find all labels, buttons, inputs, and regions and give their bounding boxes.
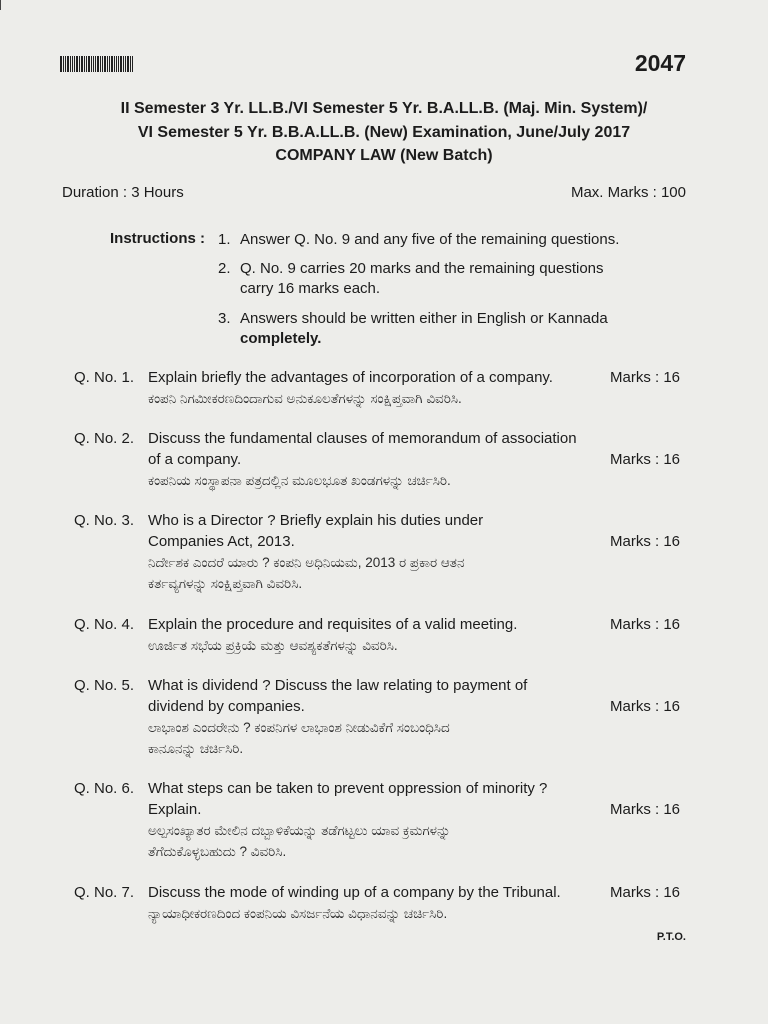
instruction-text: Q. No. 9 carries 20 marks and the remaining questions	[240, 260, 604, 277]
question-text: Who is a Director ? Briefly explain his duties under	[148, 512, 484, 529]
question-text: What steps can be taken to prevent oppression of minority ?	[148, 780, 548, 797]
question-text-kannada: ನ್ಯಾಯಾಧೀಕರಣದಿಂದ ಕಂಪನಿಯ ವಿಸರ್ಜನೆಯ ವಿಧಾನವನ್ನು ಚರ್ಚಿಸಿರಿ.	[148, 906, 448, 921]
instruction-number: 1.	[218, 231, 231, 248]
question-number: Q. No. 4.	[74, 616, 135, 633]
duration: Duration : 3 Hours	[62, 184, 184, 201]
question-text: dividend by companies.	[148, 698, 305, 715]
instructions-label: Instructions :	[110, 230, 206, 247]
instruction-item	[218, 259, 668, 299]
question-marks: Marks : 16	[610, 451, 681, 468]
question-text: Explain.	[148, 801, 202, 818]
question-number: Q. No. 1.	[74, 369, 135, 386]
instruction-item	[218, 230, 668, 250]
question-number: Q. No. 2.	[74, 430, 135, 447]
question-marks: Marks : 16	[610, 698, 681, 715]
question-text-kannada: ನಿರ್ದೇಶಕ ಎಂದರೆ ಯಾರು ? ಕಂಪನಿ ಅಧಿನಿಯಮ, 2013 ರ ಪ್ರಕಾರ ಆತನ	[148, 555, 465, 570]
question-text: Explain briefly the advantages of incorporation of a company.	[148, 369, 553, 386]
scan-mark	[0, 0, 1, 10]
question-marks: Marks : 16	[610, 616, 681, 633]
subject-title: COMPANY LAW (New Batch)	[275, 147, 493, 164]
instruction-text: Answer Q. No. 9 and any five of the remaining questions.	[240, 231, 620, 248]
instruction-item	[218, 309, 668, 349]
question-text-kannada: ಕಂಪನಿ ನಿಗಮೀಕರಣದಿಂದಾಗುವ ಅನುಕೂಲತೆಗಳನ್ನು ಸಂಕ್ಷಿಪ್ತವಾಗಿ ವಿವರಿಸಿ.	[148, 391, 462, 406]
question-text: Companies Act, 2013.	[148, 533, 295, 550]
question-marks: Marks : 16	[610, 801, 681, 818]
instruction-number: 2.	[218, 260, 231, 277]
question-marks: Marks : 16	[610, 884, 681, 901]
question-text-kannada: ಊರ್ಜಿತ ಸಭೆಯ ಪ್ರಕ್ರಿಯೆ ಮತ್ತು ಆವಶ್ಯಕತೆಗಳನ್ನು ವಿವರಿಸಿ.	[148, 638, 398, 653]
question-text-kannada: ಕಂಪನಿಯ ಸಂಸ್ಥಾಪನಾ ಪತ್ರದಲ್ಲಿನ ಮೂಲಭೂತ ಖಂಡಗಳನ್ನು ಚರ್ಚಿಸಿರಿ.	[148, 473, 451, 488]
header-line-1: II Semester 3 Yr. LL.B./VI Semester 5 Yr. B.A.LL.B. (Maj. Min. System)/	[120, 100, 648, 117]
paper-code: 2047	[634, 50, 686, 76]
question-text-kannada: ತೆಗೆದುಕೊಳ್ಳಬಹುದು ? ವಿವರಿಸಿ.	[148, 844, 287, 859]
question-number: Q. No. 5.	[74, 677, 135, 694]
instruction-text-cont: completely.	[240, 330, 322, 347]
barcode	[60, 56, 146, 72]
instruction-text: Answers should be written either in English or Kannada	[240, 310, 608, 327]
question-text-kannada: ಕಾನೂನನ್ನು ಚರ್ಚಿಸಿರಿ.	[148, 741, 244, 756]
question-text: of a company.	[148, 451, 242, 468]
pto-note: P.T.O.	[656, 931, 686, 943]
question-text: Discuss the mode of winding up of a company by the Tribunal.	[148, 884, 561, 901]
question-number: Q. No. 3.	[74, 512, 135, 529]
header-line-2: VI Semester 5 Yr. B.B.A.LL.B. (New) Examination, June/July 2017	[137, 124, 631, 141]
question-text-kannada: ಅಲ್ಪಸಂಖ್ಯಾತರ ಮೇಲಿನ ದಬ್ಬಾಳಿಕೆಯನ್ನು ತಡೆಗಟ್ಟಲು ಯಾವ ಕ್ರಮಗಳನ್ನು	[148, 823, 451, 838]
question-text: Explain the procedure and requisites of a valid meeting.	[148, 616, 518, 633]
max-marks: Max. Marks : 100	[570, 184, 686, 201]
question-number: Q. No. 7.	[74, 884, 135, 901]
question-text: What is dividend ? Discuss the law relating to payment of	[148, 677, 528, 694]
question-text-kannada: ಲಾಭಾಂಶ ಎಂದರೇನು ? ಕಂಪನಿಗಳ ಲಾಭಾಂಶ ನೀಡುವಿಕೆಗೆ ಸಂಬಂಧಿಸಿದ	[148, 720, 450, 735]
question-text-kannada: ಕರ್ತವ್ಯಗಳನ್ನು ಸಂಕ್ಷಿಪ್ತವಾಗಿ ವಿವರಿಸಿ.	[148, 576, 303, 591]
question-marks: Marks : 16	[610, 533, 681, 550]
instruction-text-cont: carry 16 marks each.	[240, 280, 381, 297]
question-number: Q. No. 6.	[74, 780, 135, 797]
instruction-number: 3.	[218, 310, 231, 327]
question-marks: Marks : 16	[610, 369, 681, 386]
question-text: Discuss the fundamental clauses of memorandum of association	[148, 430, 577, 447]
